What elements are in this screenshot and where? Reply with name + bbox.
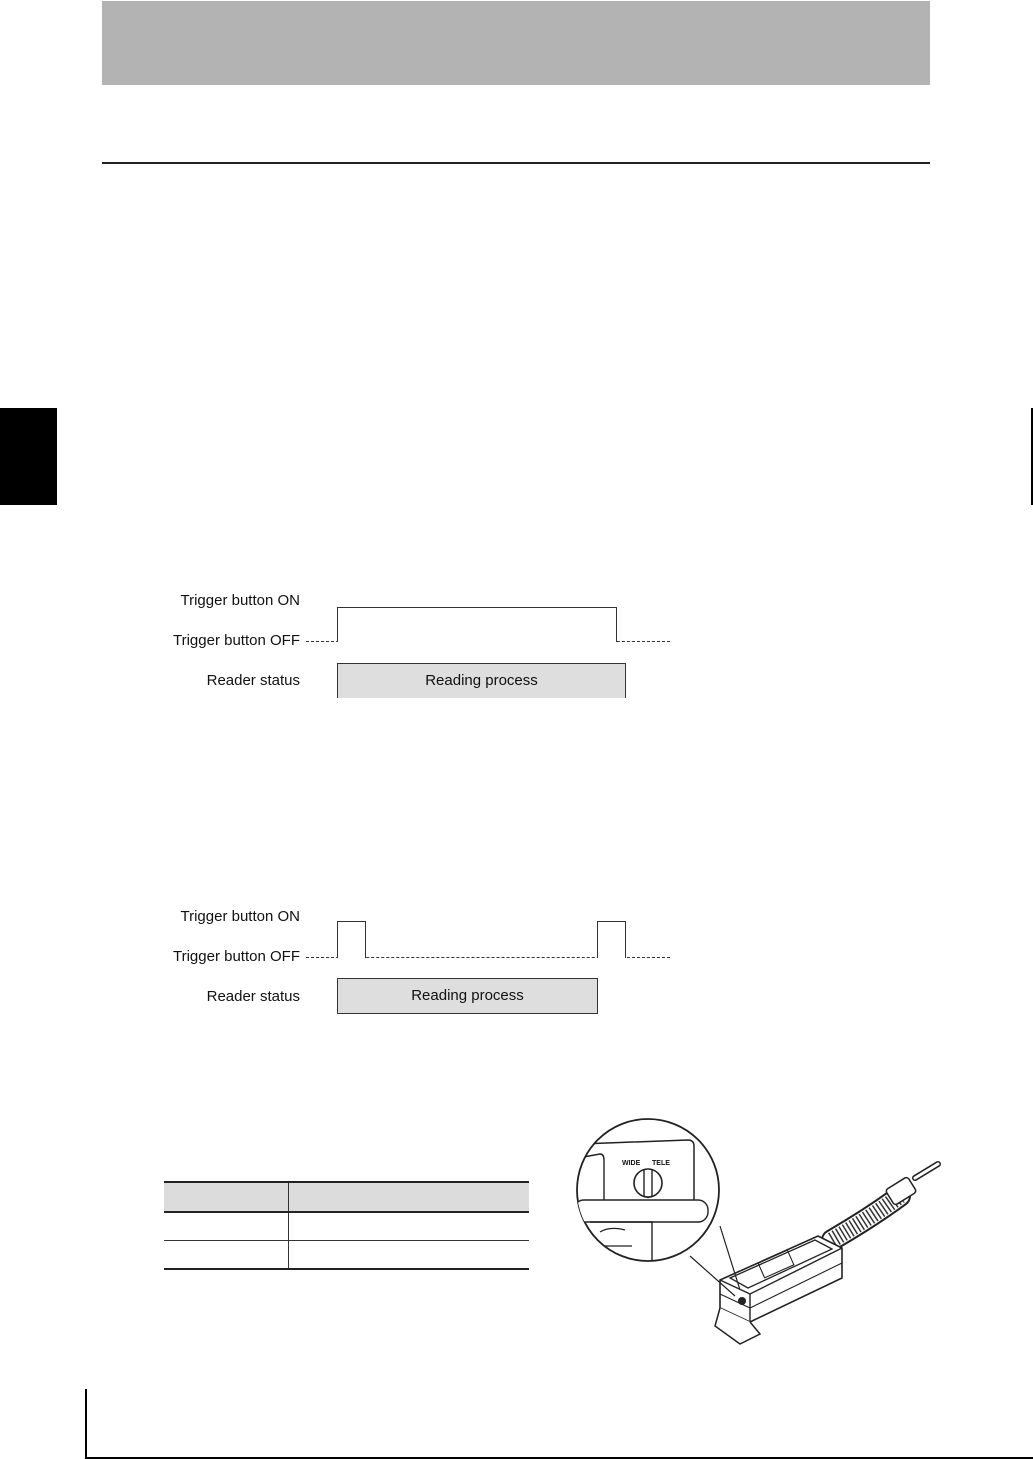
spec-table: [164, 1181, 529, 1270]
table-cell: [164, 1241, 289, 1270]
dial-wide-label: WIDE: [622, 1160, 641, 1167]
trigger-off-label: Trigger button OFF: [173, 948, 300, 965]
handheld-reader-illustration: [570, 1108, 950, 1353]
timing-diagram-hold: [150, 588, 690, 708]
table-row: [164, 1212, 529, 1241]
reader-status-label: Reader status: [206, 672, 300, 689]
trigger-off-label: Trigger button OFF: [173, 632, 300, 649]
table-cell: [289, 1241, 530, 1270]
timing-diagram-toggle: [150, 904, 690, 1024]
chapter-side-tab: [0, 408, 57, 505]
reader-body-icon: [715, 1236, 842, 1344]
table-header-row: [164, 1182, 529, 1212]
zoom-callout: [574, 1119, 719, 1273]
zoom-dial-icon[interactable]: [634, 1169, 662, 1198]
trigger-pulse-start: [337, 921, 366, 958]
table-cell: [164, 1212, 289, 1241]
table-cell: [289, 1212, 530, 1241]
reading-process-bar: [337, 663, 626, 698]
trigger-on-label: Trigger button ON: [180, 592, 300, 609]
cable-icon: [832, 1164, 938, 1240]
reading-process-label: Reading process: [411, 987, 524, 1004]
dial-tele-label: TELE: [652, 1160, 670, 1167]
chapter-header-band: [102, 1, 930, 85]
reading-process-bar: [337, 978, 598, 1014]
footer-rule-vertical: [85, 1389, 87, 1459]
section-title-rule: [102, 162, 930, 164]
table-header-cell: [289, 1182, 530, 1212]
table-row: [164, 1241, 529, 1270]
trigger-pulse-stop: [597, 921, 626, 958]
reading-process-label: Reading process: [425, 672, 538, 689]
trigger-pulse: [337, 607, 617, 642]
trigger-on-label: Trigger button ON: [180, 908, 300, 925]
reader-status-label: Reader status: [206, 988, 300, 1005]
table-header-cell: [164, 1182, 289, 1212]
